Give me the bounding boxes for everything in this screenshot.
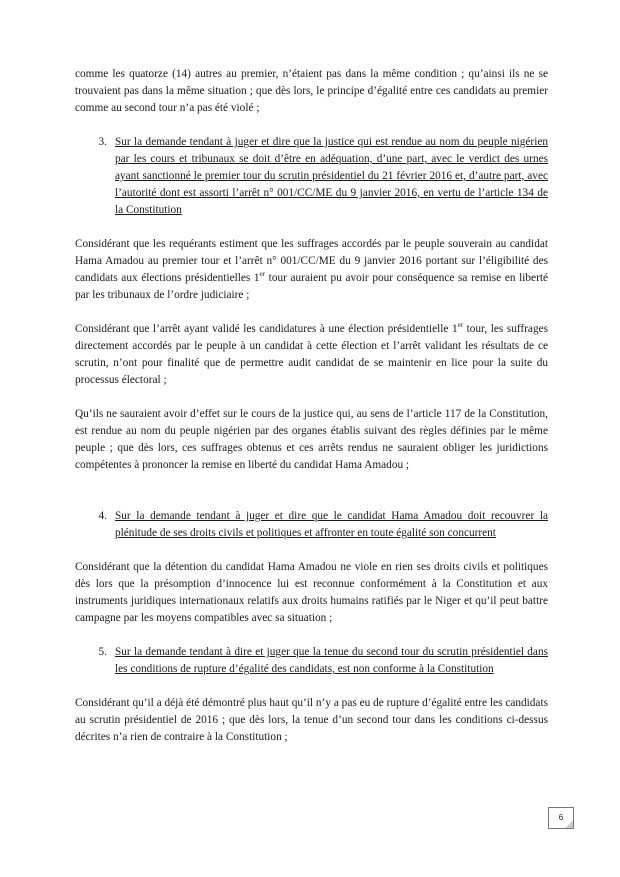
- item-heading-text: Sur la demande tendant à juger et dire que la justice qui est rendue au nom du peuple nigérien par les cours et tribunaux se doit d’être en adéquation, d’une part, avec le verdict des urnes ayant sanctionné le premier tour du scrutin présidentiel du 21 février 2016 et, d’autre part, avec l’autorité dont est assorti l’arrêt n° 001/CC/ME du 9 janvier 2016, en vertu de l’article 134 de la Constitution: [115, 136, 548, 216]
- page-number: 6: [548, 807, 574, 829]
- numbered-heading-3: [75, 134, 548, 219]
- paragraph-considerant-2: Considérant que l’arrêt ayant validé les candidatures à une élection présidentielle 1er tour, les suffrages directement accordés par le peuple à un candidat à cette élection et l’arrêt validant les résultats de ce scrutin, n’ont pour finalité que de permettre audit candidat de se maintenir en lice pour la suite du processus électoral ;: [75, 321, 549, 386]
- item-number: 3.: [98, 136, 107, 148]
- numbered-heading-5: [75, 644, 548, 678]
- item-heading-text: Sur la demande tendant à juger et dire que le candidat Hama Amadou doit recouvrer la plénitude de ses droits civils et politiques et affronter en toute égalité son concurrent: [115, 510, 548, 539]
- paragraph-considerant-1: Considérant que les requérants estiment que les suffrages accordés par le peuple souverain au candidat Hama Amadou au premier tour et l’arrêt n° 001/CC/ME du 9 janvier 2016 portant sur l’éligibilité des candidats aux élections présidentielles 1er tour auraient pu avoir pour conséquence sa remise en liberté par les tribunaux de l’ordre judiciaire ;: [75, 238, 548, 301]
- item-number: 4.: [98, 510, 107, 522]
- numbered-heading-4: [75, 508, 548, 542]
- paragraph-considerant-4: Considérant qu’il a déjà été démontré plus haut qu’il n’y a pas eu de rupture d’égalité entre les candidats au scrutin présidentiel de 2016 ; que dès lors, la tenue d’un second tour dans les conditions ci-dessus décrites n’a rien de contraire à la Constitution ;: [75, 697, 548, 743]
- paragraph-intro: comme les quatorze (14) autres au premier, n’étaient pas dans la même condition ; qu’ainsi ils ne se trouvaient pas dans la même situation ; que dès lors, le principe d’égalité entre ces candidats au premier comme au second tour n’a pas été violé ;: [75, 68, 548, 114]
- paragraph-considerant-3: Considérant que la détention du candidat Hama Amadou ne viole en rien ses droits civils et politiques dès lors que la présomption d’innocence lui est reconnue conformément à la Constitution et aux instruments juridiques internationaux relatifs aux droits humains ratifiés par le Niger et qu’il peut battre campagne par les moyens compatibles avec sa situation ;: [75, 561, 548, 624]
- document-body: [75, 66, 548, 746]
- item-heading-text: Sur la demande tendant à dire et juger que la tenue du second tour du scrutin présidentiel dans les conditions de rupture d’égalité des candidats, est non conforme à la Constitution: [115, 646, 548, 675]
- paragraph-quils: Qu’ils ne sauraient avoir d’effet sur le cours de la justice qui, au sens de l’article 117 de la Constitution, est rendue au nom du peuple nigérien par des organes établis suivant des règles définies par le même peuple ; que dès lors, ces suffrages obtenus et ces arrêts rendus ne sauraient obliger les juridictions compétentes à prononcer la remise en liberté du candidat Hama Amadou ;: [75, 408, 548, 471]
- item-number: 5.: [98, 646, 107, 658]
